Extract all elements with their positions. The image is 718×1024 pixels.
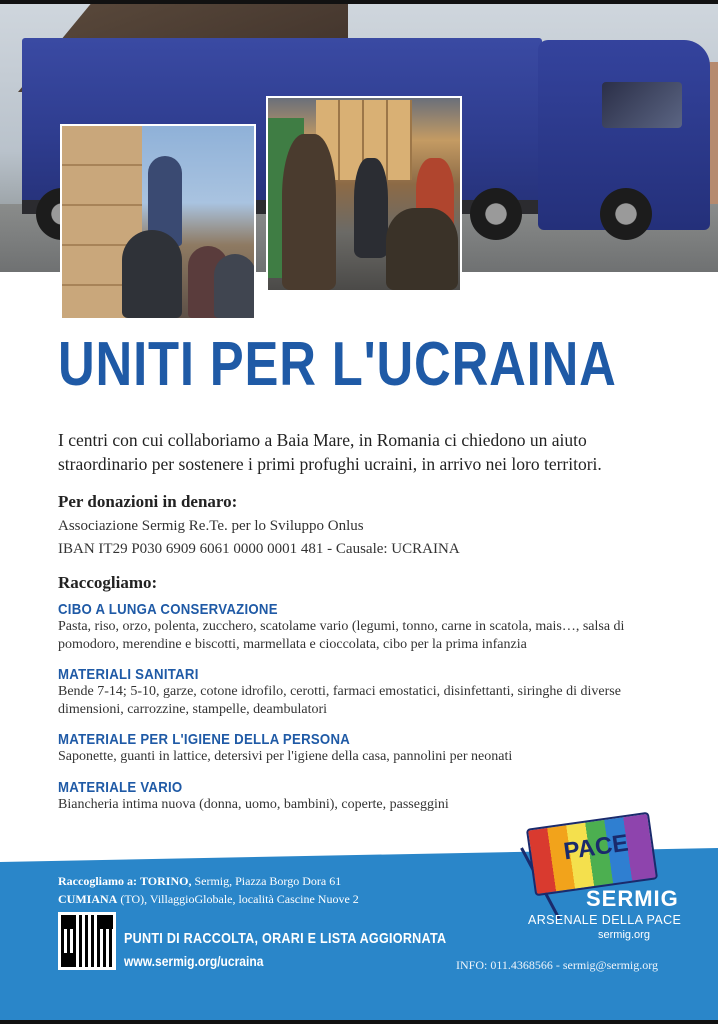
truck-cab-window xyxy=(602,82,682,128)
contact-info: INFO: 011.4368566 - sermig@sermig.org xyxy=(456,958,659,972)
collect-heading: Raccogliamo: xyxy=(58,573,158,592)
logo-website: sermig.org xyxy=(598,929,650,941)
category-misc xyxy=(58,779,678,814)
category-food xyxy=(58,601,678,654)
category-text: Saponette, guanti in lattice, detersivi per l'igiene della casa, pannolini per neonati xyxy=(58,749,513,764)
volunteer-figure xyxy=(354,158,388,258)
photo-volunteers-in-truck xyxy=(266,96,462,292)
collection-label: Raccogliamo a: xyxy=(58,874,137,888)
collection-points-heading: PUNTI DI RACCOLTA, ORARI E LISTA AGGIORNATA xyxy=(124,930,447,947)
page-title: UNITI PER L'UCRAINA xyxy=(58,330,617,399)
category-title: CIBO A LUNGA CONSERVAZIONE xyxy=(58,601,278,618)
category-title: MATERIALE PER L'IGIENE DELLA PERSONA xyxy=(58,731,351,748)
category-medical xyxy=(58,666,678,719)
logo-name: SERMIG xyxy=(586,886,679,911)
collection-city: TORINO, xyxy=(139,874,192,888)
donations-association: Associazione Sermig Re.Te. per lo Sviluppo Onlus xyxy=(58,518,364,534)
volunteer-figure xyxy=(214,254,256,318)
volunteer-figure xyxy=(122,230,182,318)
category-hygiene xyxy=(58,731,678,766)
collection-address: Sermig, Piazza Borgo Dora 61 xyxy=(194,874,342,888)
website-link[interactable]: www.sermig.org/ucraina xyxy=(124,953,264,969)
truck-wheel xyxy=(470,188,522,240)
qr-code-pattern xyxy=(61,915,113,967)
collection-address: (TO), VillaggioGlobale, località Cascine Nuove 2 xyxy=(120,892,359,906)
logo-flag-text: PACE xyxy=(561,829,630,866)
category-text: Bende 7-14; 5-10, garze, cotone idrofilo, cerotti, farmaci emostatici, disinfettanti, siringhe di diverse dimensioni, carrozzine, stampelle, deambulatori xyxy=(58,684,621,717)
category-text: Biancheria intima nuova (donna, uomo, bambini), coperte, passeggini xyxy=(58,797,449,812)
photo-volunteers-loading-boxes xyxy=(60,124,256,320)
bottom-border xyxy=(0,1020,718,1024)
donations-heading: Per donazioni in denaro: xyxy=(58,492,238,511)
logo-subtitle: ARSENALE DELLA PACE xyxy=(528,913,682,927)
category-title: MATERIALI SANITARI xyxy=(58,666,199,683)
category-title: MATERIALE VARIO xyxy=(58,779,183,796)
collection-city: CUMIANA xyxy=(58,892,118,906)
intro-text: I centri con cui collaboriamo a Baia Mare, in Romania ci chiedono un aiuto straordinario per sostenere i primi profughi ucraini, in arrivo nei loro territori. xyxy=(58,430,602,474)
donations-iban: IBAN IT29 P030 6909 6061 0000 0001 481 - Causale: UCRAINA xyxy=(58,541,460,557)
collection-point-torino xyxy=(58,874,341,889)
collection-point-cumiana xyxy=(58,892,359,907)
truck-wheel xyxy=(600,188,652,240)
volunteer-figure xyxy=(386,208,458,290)
category-text: Pasta, riso, orzo, polenta, zucchero, scatolame vario (legumi, tonno, carne in scatola, mais…, salsa di pomodoro, merendine e biscotti, marmellata e cioccolata, cibo per la prima infanzia xyxy=(58,619,625,652)
volunteer-figure xyxy=(282,134,336,290)
qr-code[interactable] xyxy=(58,912,116,970)
